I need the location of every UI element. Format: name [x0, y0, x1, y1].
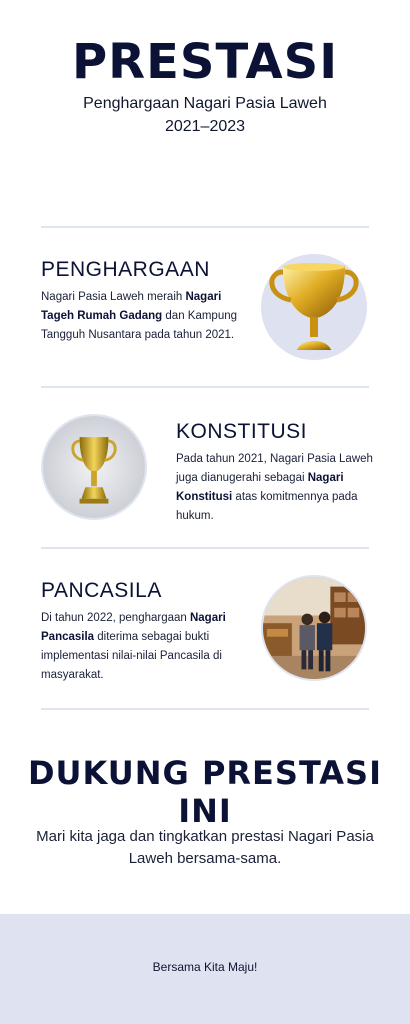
section-title-konstitusi: KONSTITUSI [176, 420, 308, 443]
section-title-pancasila: PANCASILA [41, 579, 162, 602]
divider [41, 386, 369, 388]
trophy-photo-icon [41, 414, 147, 520]
divider [41, 226, 369, 228]
text-part: Nagari Pasia Laweh meraih [41, 291, 186, 303]
footer [0, 914, 410, 1024]
footer-text: Bersama Kita Maju! [152, 960, 258, 974]
gold-trophy-icon [261, 254, 367, 360]
text-bold: Nagari Konstitusi [176, 472, 344, 503]
subtitle-line-2: 2021–2023 [164, 118, 246, 135]
page-title: PRESTASI [71, 34, 339, 90]
cta-text: Mari kita jaga dan tingkatkan prestasi Nagari Pasia Laweh bersama-sama. [36, 828, 374, 867]
text-part: dan Kampung Tangguh Nusantara pada tahun 2021. [41, 310, 238, 341]
subtitle-line-1: Penghargaan Nagari Pasia Laweh [83, 95, 327, 112]
section-text-pancasila [41, 609, 241, 685]
page-subtitle [0, 92, 410, 138]
section-text-konstitusi [176, 450, 376, 526]
text-part: Di tahun 2022, penghargaan [41, 612, 190, 624]
section-title-penghargaan: PENGHARGAAN [41, 258, 210, 281]
text-part: diterima sebagai bukti implementasi nilai-nilai Pancasila di masyarakat. [41, 631, 222, 681]
divider [41, 547, 369, 549]
text-bold: Nagari Tageh Rumah Gadang [41, 291, 222, 322]
text-part: Pada tahun 2021, Nagari Pasia Laweh juga dianugerahi sebagai [176, 453, 373, 484]
divider [41, 708, 369, 710]
text-part: atas komitmennya pada hukum. [176, 491, 358, 522]
text-bold: Nagari Pancasila [41, 612, 226, 643]
section-text-penghargaan [41, 288, 246, 345]
cta-title: DUKUNG PRESTASI INI [27, 754, 382, 830]
market-photo-icon [261, 575, 367, 681]
